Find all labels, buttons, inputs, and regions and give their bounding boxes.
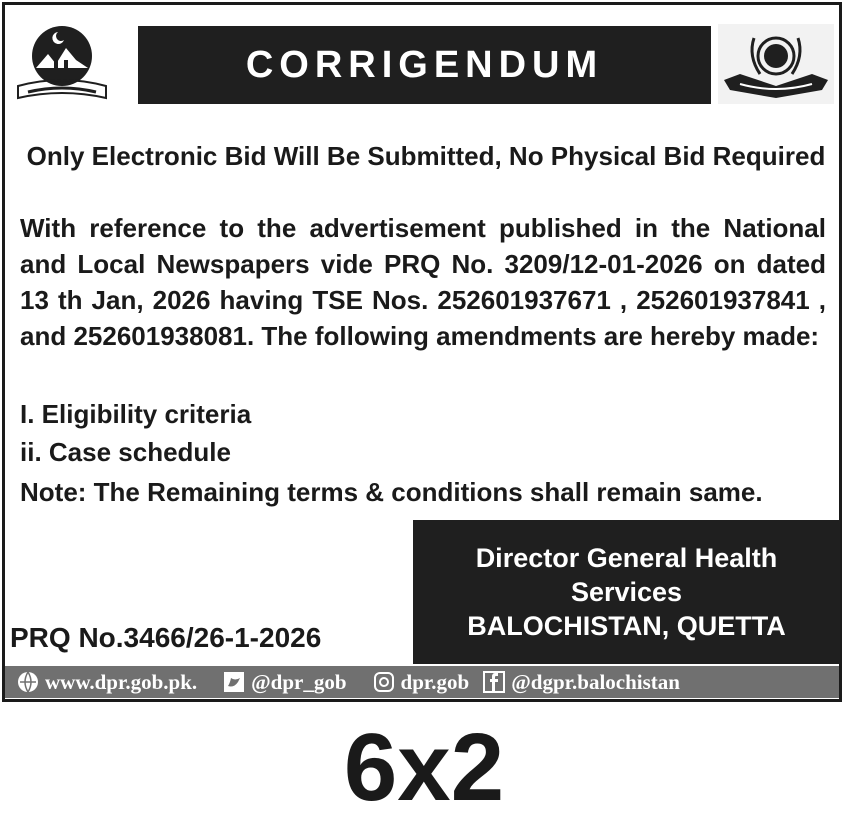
facebook-link[interactable] (483, 670, 680, 695)
signatory-line: Director General Health (475, 543, 778, 573)
website-text: www.dpr.gob.pk. (45, 669, 198, 694)
note-line: Note: The Remaining terms & conditions shall remain same. (20, 477, 763, 507)
signatory-line: Services (570, 577, 683, 607)
balochistan-government-emblem-icon (14, 20, 110, 106)
prq-number: PRQ No.3466/26-1-2026 (10, 622, 322, 653)
page-title: CORRIGENDUM (245, 43, 604, 86)
amendment-item: I. Eligibility criteria (20, 399, 252, 429)
signatory-box (413, 520, 840, 664)
instagram-icon (373, 671, 395, 693)
bid-heading: Only Electronic Bid Will Be Submitted, No Physical Bid Required (26, 141, 826, 171)
twitter-icon (223, 671, 245, 693)
social-footer (5, 666, 839, 698)
dgpr-emblem-icon (718, 24, 834, 104)
reference-paragraph: With reference to the advertisement published in the National and Local Newspapers vide PRQ No. 3209/12-01-2026 on dated 13 th Jan, 2026 having TSE Nos. 252601937671 , 252601937841 , and 252601938081. The following amendments are hereby made: (20, 213, 826, 351)
instagram-text: dpr.gob (400, 669, 470, 694)
twitter-text: @dpr_gob (251, 669, 347, 694)
twitter-link[interactable] (223, 670, 346, 695)
facebook-text: @dgpr.balochistan (511, 669, 680, 694)
title-banner (138, 26, 711, 104)
website-link[interactable] (17, 670, 197, 695)
amendment-item: ii. Case schedule (20, 437, 231, 467)
signatory-line: BALOCHISTAN, QUETTA (467, 611, 786, 641)
instagram-link[interactable] (373, 670, 470, 695)
facebook-icon (483, 671, 505, 693)
globe-icon (17, 671, 39, 693)
ad-size-label: 6x2 (343, 714, 505, 821)
